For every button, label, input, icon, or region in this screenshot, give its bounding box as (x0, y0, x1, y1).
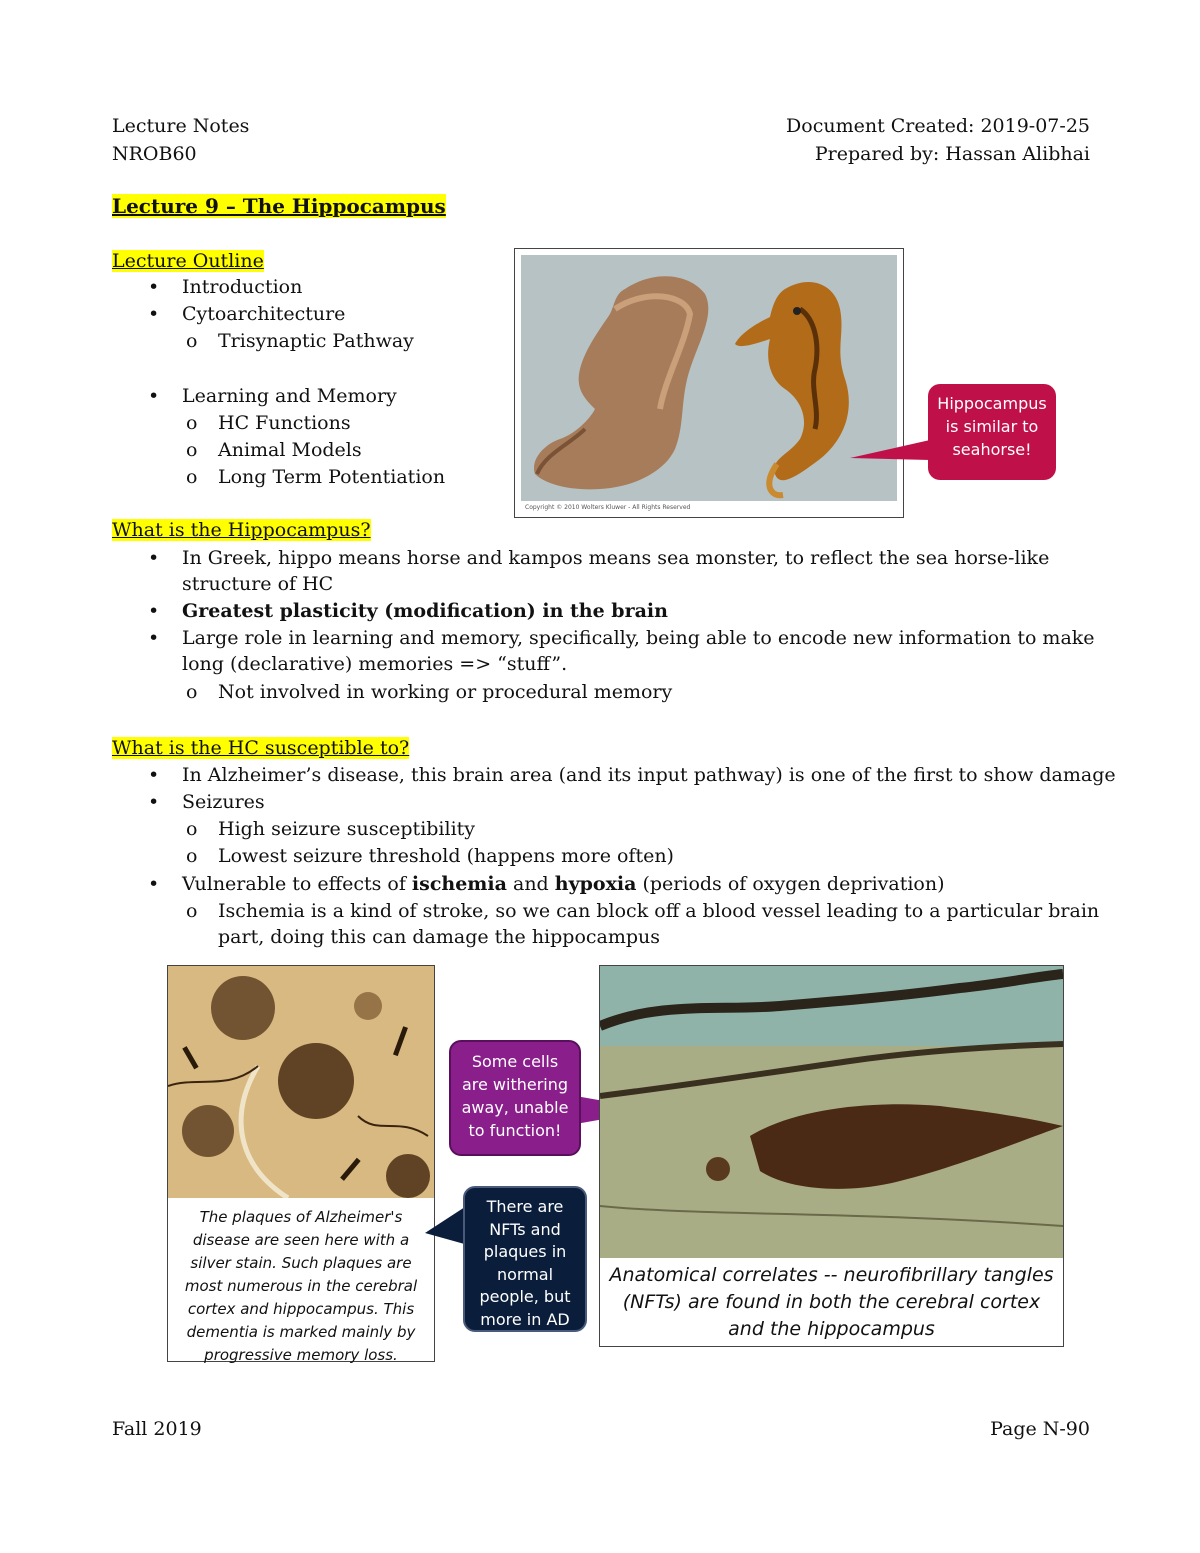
hippocampus-seahorse-image (515, 249, 903, 517)
list-item: Vulnerable to effects of ischemia and hypoxia (periods of oxygen deprivation) (182, 873, 945, 895)
list-item: In Greek, hippo means horse and kampos means sea monster, to reflect the sea horse-like (182, 547, 1050, 569)
neurofibrillary-tangle-image (600, 966, 1063, 1258)
nft-figure (599, 965, 1064, 1347)
outline-heading: Lecture Outline (112, 250, 264, 272)
silver-stain-plaque-image (168, 966, 434, 1198)
document-created: Document Created: 2019-07-25 (786, 115, 1090, 137)
course-code: NROB60 (112, 143, 197, 165)
image-copyright: Copyright © 2010 Wolters Kluwer - All Rights Reserved (525, 504, 691, 511)
hippocampus-seahorse-figure (514, 248, 904, 518)
nft-caption: Anatomical correlates -- neurofibrillary tangles (NFTs) are found in both the cerebral cortex and the hippocampus (609, 1264, 1054, 1340)
lecture-title: Lecture 9 – The Hippocampus (112, 194, 446, 218)
outline-subitem: Long Term Potentiation (218, 466, 446, 488)
sub-bullet: o (186, 412, 198, 434)
callout-withering: Some cells are withering away, unable to function! (449, 1040, 581, 1156)
bullet: • (148, 547, 160, 569)
what-list (0, 547, 1200, 717)
bullet: • (148, 873, 160, 895)
bullet: • (148, 627, 160, 649)
callout-seahorse: Hippocampus is similar to seahorse! (928, 384, 1056, 480)
outline-subitem: Trisynaptic Pathway (218, 330, 414, 352)
section-heading-susceptible: What is the HC susceptible to? (112, 737, 410, 759)
outline-item: Cytoarchitecture (182, 303, 346, 325)
sub-item: Not involved in working or procedural memory (218, 681, 673, 703)
sub-bullet: o (186, 845, 198, 867)
sub-bullet: o (186, 439, 198, 461)
sub-item: Lowest seizure threshold (happens more often) (218, 845, 674, 867)
sub-bullet: o (186, 818, 198, 840)
callout-nft: There are NFTs and plaques in normal people, but more in AD (463, 1186, 587, 1332)
list-item: Greatest plasticity (modification) in the brain (182, 600, 668, 622)
plaque-caption: The plaques of Alzheimer's disease are seen here with a silver stain. Such plaques are most numerous in the cerebral cortex and hippocampus. This dementia is marked mainly by progressive memory loss. (184, 1208, 418, 1364)
list-item: In Alzheimer’s disease, this brain area (and its input pathway) is one of the first to show damage (182, 764, 1116, 786)
list-item: Large role in learning and memory, specifically, being able to encode new information to make (182, 627, 1095, 649)
bullet: • (148, 791, 160, 813)
footer-term: Fall 2019 (112, 1418, 202, 1440)
bullet: • (148, 385, 160, 407)
outline-subitem: HC Functions (218, 412, 351, 434)
sub-bullet: o (186, 466, 198, 488)
doc-header-right (786, 112, 1090, 168)
prepared-by: Prepared by: Hassan Alibhai (814, 143, 1090, 165)
section-heading-what: What is the Hippocampus? (112, 519, 371, 541)
sub-item: High seizure susceptibility (218, 818, 476, 840)
sub-item-cont: part, doing this can damage the hippocampus (218, 926, 661, 948)
bullet: • (148, 303, 160, 325)
outline-subitem: Animal Models (218, 439, 362, 461)
outline-item: Learning and Memory (182, 385, 397, 407)
sub-bullet: o (186, 681, 198, 703)
list-item-cont: long (declarative) memories => “stuff”. (182, 653, 568, 675)
outline-item: Introduction (182, 276, 303, 298)
course-type: Lecture Notes (112, 115, 250, 137)
bullet: • (148, 600, 160, 622)
sub-bullet: o (186, 900, 198, 922)
outline-list (0, 276, 520, 506)
sub-bullet: o (186, 330, 198, 352)
plaque-figure (167, 965, 435, 1362)
page-number: Page N-90 (990, 1418, 1090, 1440)
doc-header-left (112, 112, 249, 168)
bullet: • (148, 276, 160, 298)
susceptible-list (0, 764, 1200, 954)
bullet: • (148, 764, 160, 786)
sub-item: Ischemia is a kind of stroke, so we can block off a blood vessel leading to a particular brain (218, 900, 1100, 922)
list-item-cont: structure of HC (182, 573, 334, 595)
list-item: Seizures (182, 791, 265, 813)
